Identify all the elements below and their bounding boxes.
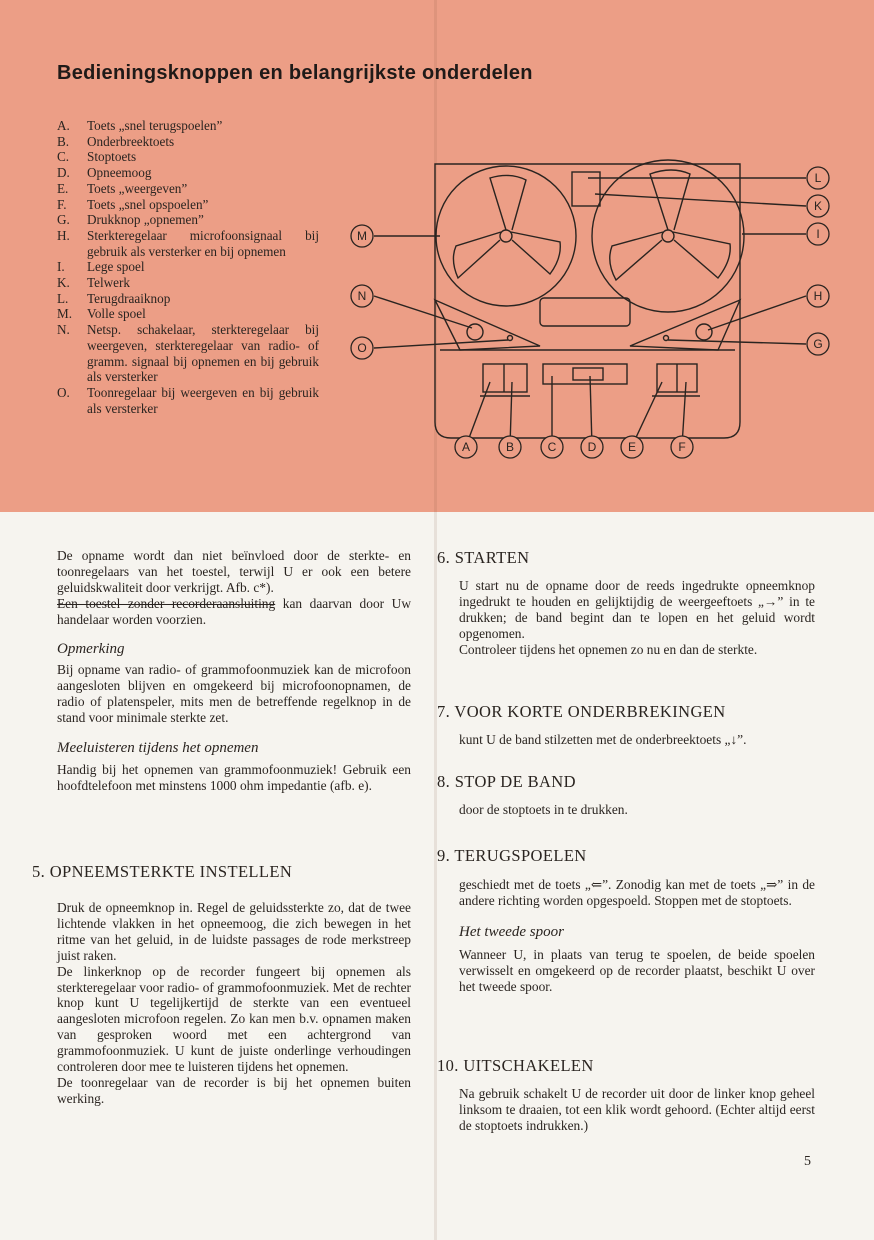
svg-text:E: E <box>627 440 637 454</box>
callout-A <box>455 436 477 458</box>
svg-text:B: B <box>505 440 515 454</box>
legend-key: E. <box>57 180 69 196</box>
legend-item <box>57 228 319 259</box>
legend-item <box>57 134 319 150</box>
heading-section-7: 7. VOOR KORTE ONDERBREKINGEN <box>437 702 726 721</box>
section-8-body <box>459 802 815 818</box>
left-column-lower <box>57 900 411 1107</box>
legend-item <box>57 197 319 213</box>
left-reel <box>436 166 576 306</box>
callout-B <box>499 436 521 458</box>
para-opmerking: Bij opname van radio- of grammofoonmuziek kan de microfoon aangesloten blijven en omgekeerd bij microfoonopnamen, de radio of platenspeler, mits men de betreffende regelknop in de stand voor minimale sterkte zet. <box>57 662 411 726</box>
legend-key: N. <box>57 322 70 338</box>
para-linkerknop: De linkerknop op de recorder fungeert bij opnemen als sterkteregelaar voor radio- of grammofoonmuziek. Met de rechter knop kunt U tegelijkertijd de sterkte van een eventueel aangesloten microfoon regelen. Zo kan men b.v. opnamen maken van gesproken woord met een achtergrond van grammofoonmuziek. U kunt de juiste onderlinge verhoudingen controleren door mee te luisteren tijdens het opnemen. <box>57 963 411 1075</box>
legend-text: Volle spoel <box>87 306 146 322</box>
key-group-left <box>483 364 527 392</box>
svg-text:G: G <box>813 337 823 351</box>
legend-key: G. <box>57 212 70 228</box>
legend-key: F. <box>57 196 67 212</box>
legend-item <box>57 322 319 385</box>
para-starten: U start nu de opname door de reeds ingedrukte opneemknop ingedrukt te houden en gelijktijdig de weergeeftoets „→” in te drukken; de band begint dan te lopen en het geluid wordt opgenomen. <box>459 578 815 641</box>
heading-section-5: 5. OPNEEMSTERKTE INSTELLEN <box>32 862 293 881</box>
svg-text:I: I <box>816 227 820 241</box>
legend-text: Opneemoog <box>87 165 152 181</box>
tape-counter <box>572 172 600 206</box>
legend-key: H. <box>57 227 70 243</box>
callout-G <box>807 333 829 355</box>
legend-item <box>57 291 319 307</box>
callout-F <box>671 436 693 458</box>
heading-section-8: 8. STOP DE BAND <box>437 772 576 791</box>
right-reel <box>592 160 744 312</box>
callout-L <box>807 167 829 189</box>
para-recorderaansluiting: Een toestel zonder recorderaansluiting kan daarvan door Uw handelaar worden voorzien. <box>57 595 411 627</box>
svg-text:F: F <box>678 440 686 454</box>
legend-text: Toonregelaar bij weergeven en bij gebruik als versterker <box>87 384 319 416</box>
para-uitschakelen: Na gebruik schakelt U de recorder uit door de linker knop geheel linksom te draaien, tot een klik wordt gehoord. (Echter altijd eerst de stoptoets indrukken.) <box>459 1086 815 1133</box>
legend-item <box>57 385 319 416</box>
svg-text:L: L <box>814 171 822 185</box>
legend-item <box>57 181 319 197</box>
callout-C <box>541 436 563 458</box>
page-title: Bedieningsknoppen en belangrijkste onderdelen <box>57 62 533 84</box>
section-10-body <box>459 1086 815 1134</box>
callout-O <box>351 337 373 359</box>
svg-text:M: M <box>357 229 367 243</box>
para-onderbreken: kunt U de band stilzetten met de onderbreektoets „↓”. <box>459 732 747 747</box>
legend-text: Toets „snel terugspoelen” <box>87 118 223 133</box>
legend-key: L. <box>57 290 69 306</box>
heading-meeluisteren: Meeluisteren tijdens het opnemen <box>57 740 259 757</box>
svg-text:H: H <box>813 289 823 303</box>
legend-text: Drukknop „opnemen” <box>87 212 204 228</box>
legend-item <box>57 259 319 275</box>
callout-K <box>807 195 829 217</box>
svg-text:O: O <box>357 341 367 355</box>
heading-section-9: 9. TERUGSPOELEN <box>437 846 587 865</box>
heading-tweede-spoor: Het tweede spoor <box>459 923 564 940</box>
legend-text: Toets „weergeven” <box>87 180 188 196</box>
para-beinvloed: De opname wordt dan niet beïnvloed door de sterkte- en toonregelaars van het toestel, terwijl U er ook een betere geluidskwaliteit door verkrijgt. Afb. c*). <box>57 548 411 595</box>
svg-text:D: D <box>587 440 597 454</box>
key-group-middle <box>543 364 627 384</box>
para-stop: door de stoptoets in te drukken. <box>459 802 628 817</box>
legend-key: B. <box>57 133 70 149</box>
para-meeluisteren: Handig bij het opnemen van grammofoonmuziek! Gebruik een hoofdtelefoon met minstens 1000 ohm impedantie (afb. e). <box>57 761 411 793</box>
callout-H <box>807 285 829 307</box>
svg-text:C: C <box>547 440 557 454</box>
legend-item <box>57 149 319 165</box>
legend-text: Sterkteregelaar microfoonsignaal bij gebruik als versterker en bij opnemen <box>87 227 319 259</box>
legend-key: M. <box>57 306 73 322</box>
legend-text: Onderbreektoets <box>87 133 175 149</box>
legend-item <box>57 212 319 228</box>
legend-key: C. <box>57 149 70 165</box>
callout-N <box>351 285 373 307</box>
section-9-body <box>459 877 815 994</box>
heading-opmerking: Opmerking <box>57 640 125 657</box>
legend-text: Lege spoel <box>87 259 145 275</box>
legend-text: Telwerk <box>87 275 131 291</box>
legend-item <box>57 165 319 181</box>
para-controleer: Controleer tijdens het opnemen zo nu en dan de sterkte. <box>459 641 758 657</box>
legend-text: Terugdraaiknop <box>87 290 171 306</box>
callout-M <box>351 225 373 247</box>
parts-legend <box>57 118 319 416</box>
callout-E <box>621 436 643 458</box>
legend-item <box>57 118 319 134</box>
legend-text: Toets „snel opspoelen” <box>87 196 209 212</box>
para-terugspoelen: geschiedt met de toets „⇐”. Zonodig kan met de toets „⇒” in de andere richting worden opgespoeld. Stoppen met de stoptoets. <box>459 877 815 908</box>
legend-key: I. <box>57 259 65 275</box>
legend-item <box>57 275 319 291</box>
heading-section-6: 6. STARTEN <box>437 548 530 567</box>
para-tweede-spoor: Wanneer U, in plaats van terug te spoelen, de beide spoelen verwisselt en omgekeerd op de recorder plaatst, beschikt U over het tweede spoor. <box>459 946 815 994</box>
head-cover <box>540 298 630 326</box>
callout-I <box>807 223 829 245</box>
right-knob <box>696 324 712 340</box>
section-7-body <box>459 732 819 748</box>
para-toonregelaar: De toonregelaar van de recorder is bij het opnemen buiten werking. <box>57 1074 411 1106</box>
left-column <box>57 548 411 794</box>
legend-key: O. <box>57 384 70 400</box>
legend-item <box>57 306 319 322</box>
section-6-body <box>459 578 815 658</box>
legend-text: Stoptoets <box>87 149 137 165</box>
svg-text:K: K <box>813 199 823 213</box>
para-opneemknop: Druk de opneemknop in. Regel de geluidssterkte zo, dat de twee lichtende vlakken in het opneemoog, die zich bewegen in het ritme van het geluid, in de luidste passages de rode merkstreep juist raken. <box>57 900 411 963</box>
legend-key: A. <box>57 118 70 133</box>
legend-key: K. <box>57 275 70 291</box>
heading-section-10: 10. UITSCHAKELEN <box>437 1056 594 1075</box>
tape-recorder-diagram <box>340 150 840 470</box>
legend-text: Netsp. schakelaar, sterkteregelaar bij weergeven, sterkteregelaar van radio- of gramm. signaal bij opnemen en bij gebruik als versterker <box>87 322 319 385</box>
svg-text:N: N <box>357 289 367 303</box>
svg-text:A: A <box>461 440 471 454</box>
left-knob <box>467 324 483 340</box>
legend-key: D. <box>57 165 70 181</box>
callout-D <box>581 436 603 458</box>
page-number: 5 <box>804 1154 811 1169</box>
